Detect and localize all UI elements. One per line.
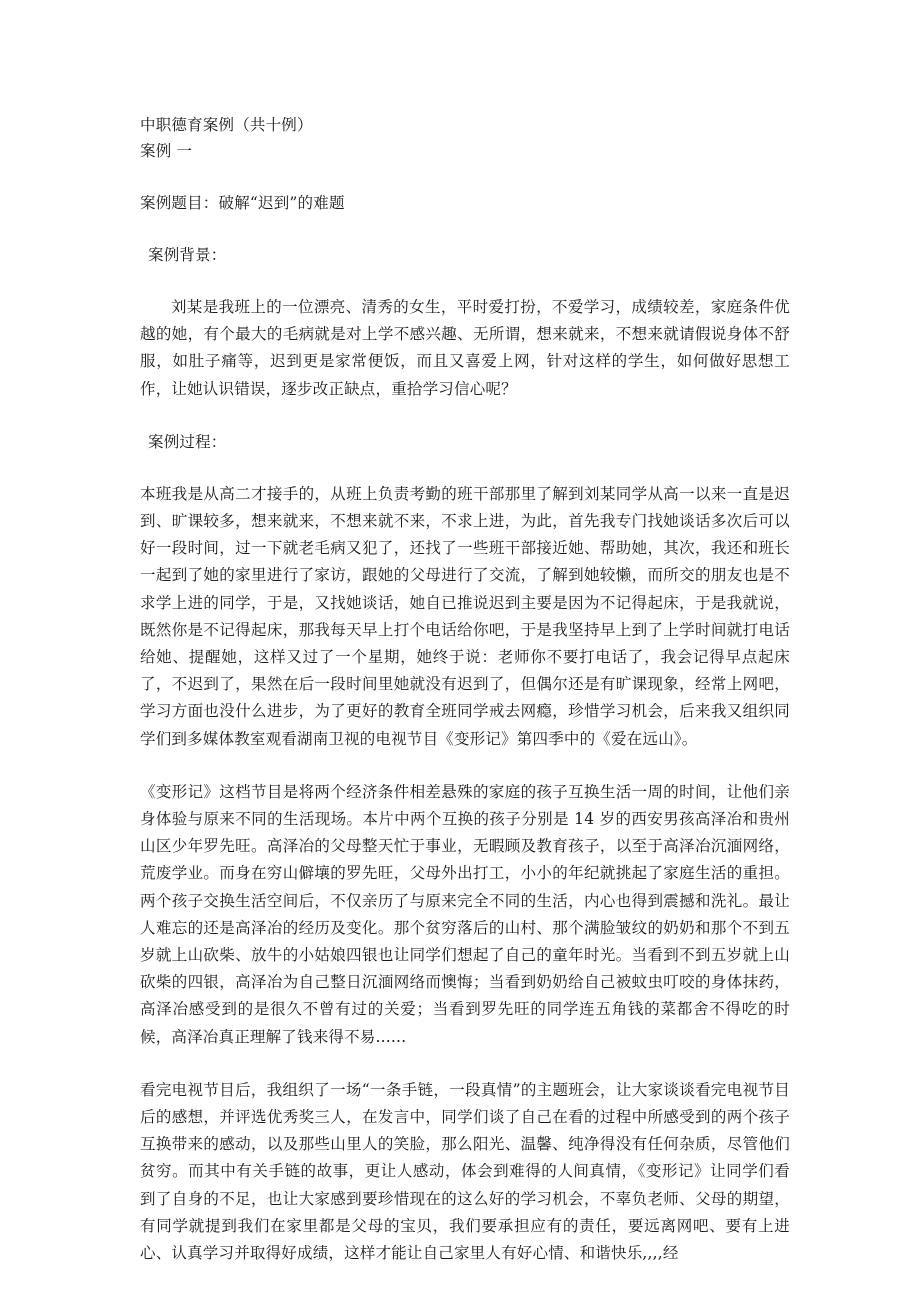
process-paragraph-1: 本班我是从高二才接手的，从班上负责考勤的班干部那里了解到刘某同学从高一以来一直是迟到、旷课较多，想来就来，不想来就不来，不求上进，为此，首先我专门找她谈话多次后可以好一段时间，过一下就老毛病又犯了，还找了一些班干部接近她、帮助她，其次，我还和班长一起到了她的家里进行了家访，跟她的父母进行了交流，了解到她较懒，而所交的朋友也是不求学上进的同学，于是，又找她谈话，她自已推说迟到主要是因为不记得起床，于是我就说，既然你是不记得起床，那我每天早上打个电话给你吧，于是我坚持早上到了上学时间就打电话给她、提醒她，这样又过了一个星期，她终于说：老师你不要打电话了，我会记得早点起床了，不迟到了，果然在后一段时间里她就没有迟到了，但偶尔还是有旷课现象，经常上网吧，学习方面也没什么进步，为了更好的教育全班同学戒去网瘾，珍惜学习机会，后来我又组织同学们到多媒体教室观看湖南卫视的电视节目《变形记》第四季中的《爱在远山》。 xyxy=(140,484,790,748)
process-paragraph-3: 看完电视节目后，我组织了一场“一条手链，一段真情”的主题班会，让大家谈谈看完电视节目后的感想，并评选优秀奖三人，在发言中，同学们谈了自己在看的过程中所感受到的两个孩子互换带来的感动，以及那些山里人的笑脸，那么阳光、温馨、纯净得没有任何杂质，尽管他们贫穷。而其中有关手链的故事，更让人感动，体会到难得的人间真情，《变形记》让同学们看到了自身的不足，也让大家感到要珍惜现在的这么好的学习机会，不辜负老师、父母的期望，有同学就提到我们在家里都是父母的宝贝，我们要承担应有的责任，要远离网吧、要有上进心、认真学习并取得好成绩，这样才能让自己家里人有好心情、和谐快乐,,,,经 xyxy=(140,1080,790,1263)
process-heading: 案例过程： xyxy=(148,432,227,451)
process-paragraph-2: 《变形记》这档节目是将两个经济条件相差悬殊的家庭的孩子互换生活一周的时间，让他们亲身体验与原来不同的生活现场。本片中两个互换的孩子分别是 14 岁的西安男孩高泽冶和贵州山区少年罗先旺。高泽冶的父母整天忙于事业，无暇顾及教育孩子，以至于高泽冶沉湎网络，荒废学业。而身在穷山僻壤的罗先旺，父母外出打工，小小的年纪就挑起了家庭生活的重担。两个孩子交换生活空间后，不仅亲历了与原来完全不同的生活，内心也得到震撼和洗礼。最让人难忘的还是高泽冶的经历及变化。那个贫穷落后的山村、那个满脸皱纹的奶奶和那个不到五岁就上山砍柴、放牛的小姑娘四银也让同学们想起了自己的童年时光。当看到不到五岁就上山砍柴的四银，高泽冶为自己整日沉湎网络而懊悔；当看到奶奶给自己被蚊虫叮咬的身体抹药，高泽冶感受到的是很久不曾有过的关爱；当看到罗先旺的同学连五角钱的菜都舍不得吃的时候，高泽冶真正理解了钱来得不易...... xyxy=(140,782,790,1046)
background-heading: 案例背景： xyxy=(148,246,227,264)
case-label: 案例 一 xyxy=(140,142,193,160)
document-page xyxy=(140,112,790,1267)
background-paragraph: 刘某是我班上的一位漂亮、清秀的女生，平时爱打扮，不爱学习，成绩较差，家庭条件优越的她，有个最大的毛病就是对上学不感兴趣、无所谓，想来就来，不想来就请假说身体不舒服，如肚子痛等，迟到更是家常便饭，而且又喜爱上网，针对这样的学生，如何做好思想工作，让她认识错误，逐步改正缺点，重拾学习信心呢？ xyxy=(140,298,790,398)
case-topic: 案例题目：破解“迟到”的难题 xyxy=(140,194,345,212)
document-title: 中职德育案例（共十例） xyxy=(140,116,313,134)
